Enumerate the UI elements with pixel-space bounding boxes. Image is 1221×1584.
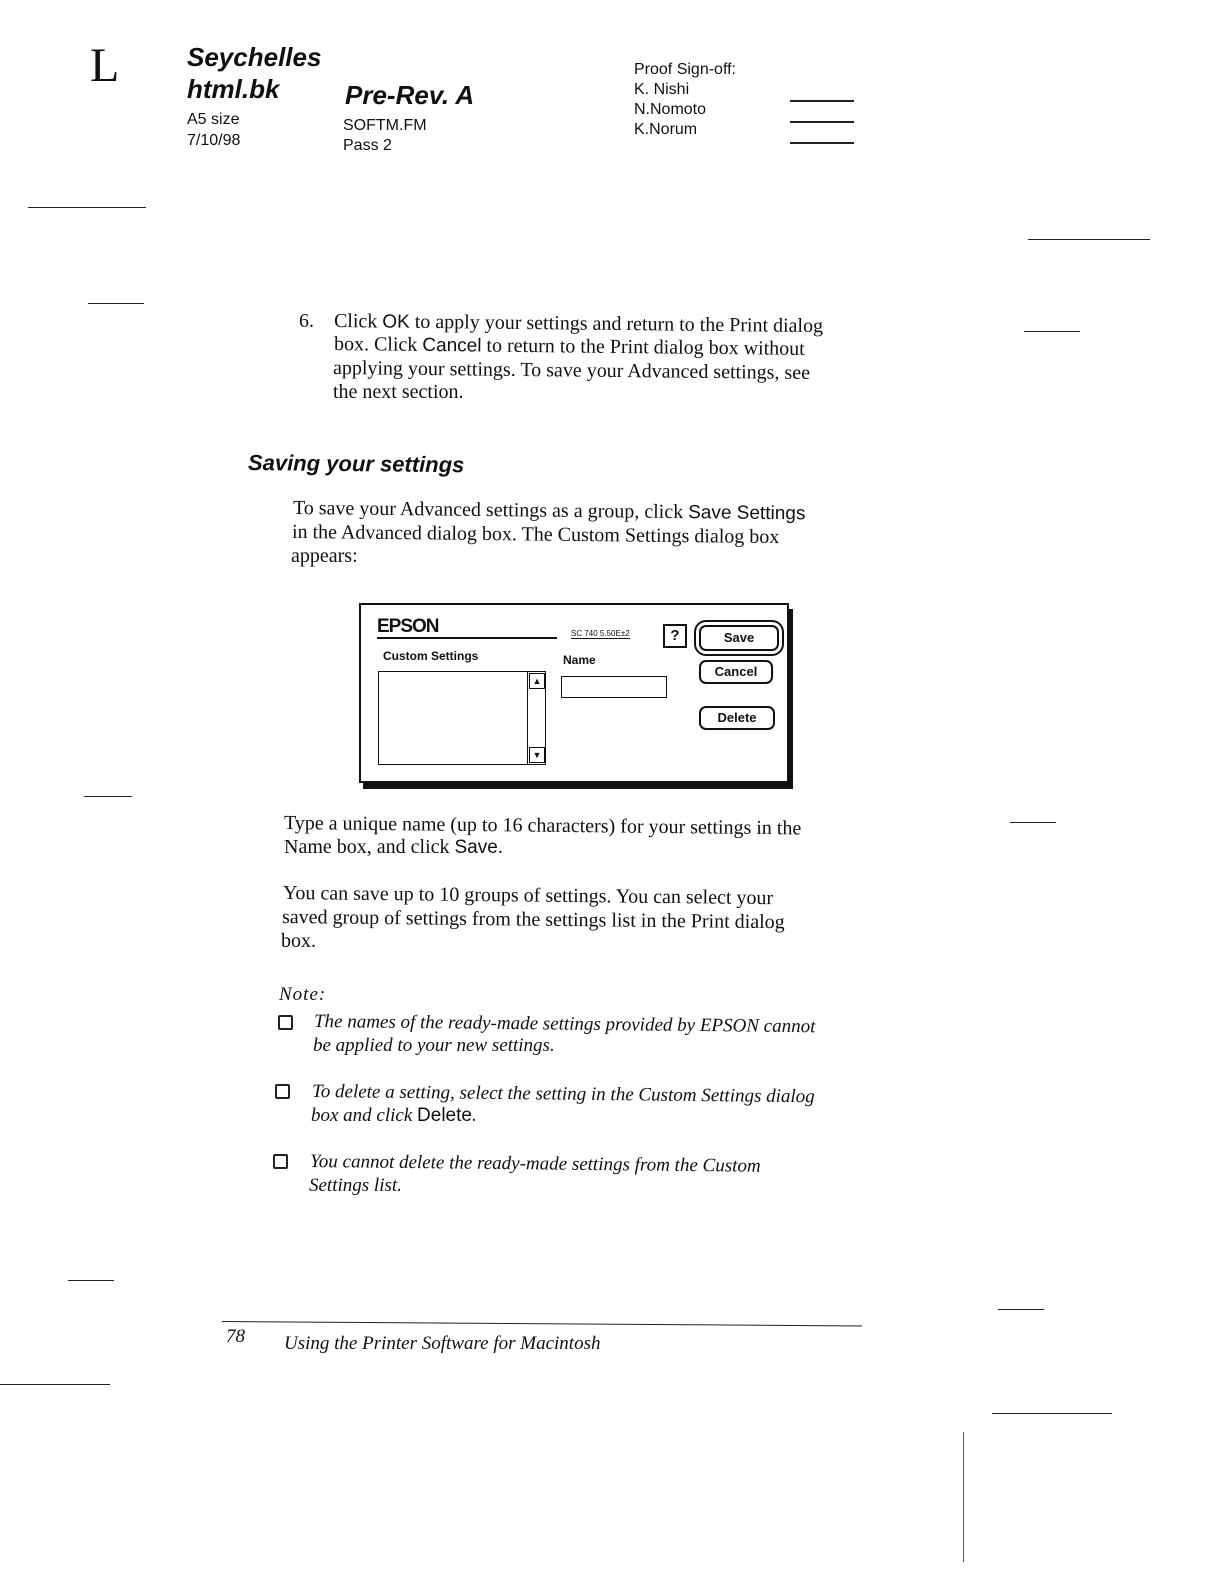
signer-name: N.Nomoto xyxy=(634,101,707,118)
body-text: saved group of settings from the settings list in the Print dialog xyxy=(281,906,785,934)
delete-button[interactable]: Delete xyxy=(699,706,775,730)
note-item: Settings list. xyxy=(309,1175,402,1196)
crop-mark xyxy=(998,1309,1044,1310)
page-number: 78 xyxy=(226,1326,245,1347)
intro-text: appears: xyxy=(291,545,358,567)
section-letter: L xyxy=(90,39,120,92)
step6-text: Click OK to apply your settings and return to the Print dialog xyxy=(333,310,824,338)
body-text: You can save up to 10 groups of settings. You can select your xyxy=(282,882,774,910)
settings-list-scrollbar[interactable] xyxy=(527,672,545,764)
crop-mark xyxy=(1028,239,1150,240)
step6-text: applying your settings. To save your Advanced settings, see xyxy=(332,357,811,384)
custom-settings-label: Custom Settings xyxy=(383,649,479,663)
pass-number: Pass 2 xyxy=(343,137,392,154)
book-file: html.bk xyxy=(187,74,280,104)
crop-mark xyxy=(992,1413,1112,1414)
checkbox-icon xyxy=(275,1084,290,1099)
scroll-down-icon[interactable]: ▼ xyxy=(529,747,545,763)
doc-date: 7/10/98 xyxy=(187,132,241,149)
note-item: box and click Delete. xyxy=(311,1105,477,1126)
body-text: box. xyxy=(281,930,316,952)
checkbox-icon xyxy=(273,1154,288,1169)
note-item: be applied to your new settings. xyxy=(313,1035,555,1056)
page-size: A5 size xyxy=(187,111,240,128)
crop-mark xyxy=(88,303,144,304)
crop-mark xyxy=(1010,822,1056,823)
checkbox-icon xyxy=(278,1015,293,1030)
source-file: SOFTM.FM xyxy=(343,117,427,134)
crop-mark xyxy=(963,1432,964,1562)
epson-logo: EPSON xyxy=(377,617,557,639)
signer-name: K. Nishi xyxy=(634,81,690,98)
step-number: 6. xyxy=(299,310,314,332)
body-text: Type a unique name (up to 16 characters) for your settings in the xyxy=(283,812,802,840)
settings-list[interactable] xyxy=(378,671,546,765)
custom-settings-dialog xyxy=(359,603,789,783)
crop-mark xyxy=(0,1384,110,1385)
crop-mark xyxy=(68,1280,114,1281)
signer-name: K.Norum xyxy=(634,121,698,138)
body-text: Name box, and click Save. xyxy=(284,836,503,858)
note-label: Note: xyxy=(279,984,327,1005)
intro-text: in the Advanced dialog box. The Custom Settings dialog box xyxy=(291,521,780,549)
model-version: SC 740 5.50E±2 xyxy=(571,629,630,638)
footer-rule xyxy=(222,1321,862,1326)
name-input[interactable] xyxy=(561,676,667,698)
name-label: Name xyxy=(563,653,596,667)
cancel-button[interactable]: Cancel xyxy=(699,660,773,684)
help-icon[interactable]: ? xyxy=(663,624,687,648)
intro-text: To save your Advanced settings as a group, click Save Settings xyxy=(292,497,806,525)
signoff-line xyxy=(790,121,854,123)
note-item: You cannot delete the ready-made settings from the Custom xyxy=(309,1151,761,1177)
signoff-line xyxy=(790,100,854,102)
note-item: The names of the ready-made settings provided by EPSON cannot xyxy=(313,1011,816,1038)
crop-mark xyxy=(28,207,146,208)
section-heading: Saving your settings xyxy=(247,450,465,478)
note-item: To delete a setting, select the setting in the Custom Settings dialog xyxy=(311,1081,815,1108)
book-title: Seychelles xyxy=(187,42,322,72)
signoff-line xyxy=(790,142,854,144)
step6-text: the next section. xyxy=(333,381,464,403)
crop-mark xyxy=(1024,331,1080,332)
footer-chapter-title: Using the Printer Software for Macintosh xyxy=(284,1333,601,1354)
signoff-label: Proof Sign-off: xyxy=(634,61,736,78)
scroll-up-icon[interactable]: ▲ xyxy=(529,673,545,689)
step6-text: box. Click Cancel to return to the Print dialog box without xyxy=(333,333,805,360)
revision-label: Pre-Rev. A xyxy=(345,80,475,110)
crop-mark xyxy=(84,796,132,797)
save-button[interactable]: Save xyxy=(699,625,779,651)
